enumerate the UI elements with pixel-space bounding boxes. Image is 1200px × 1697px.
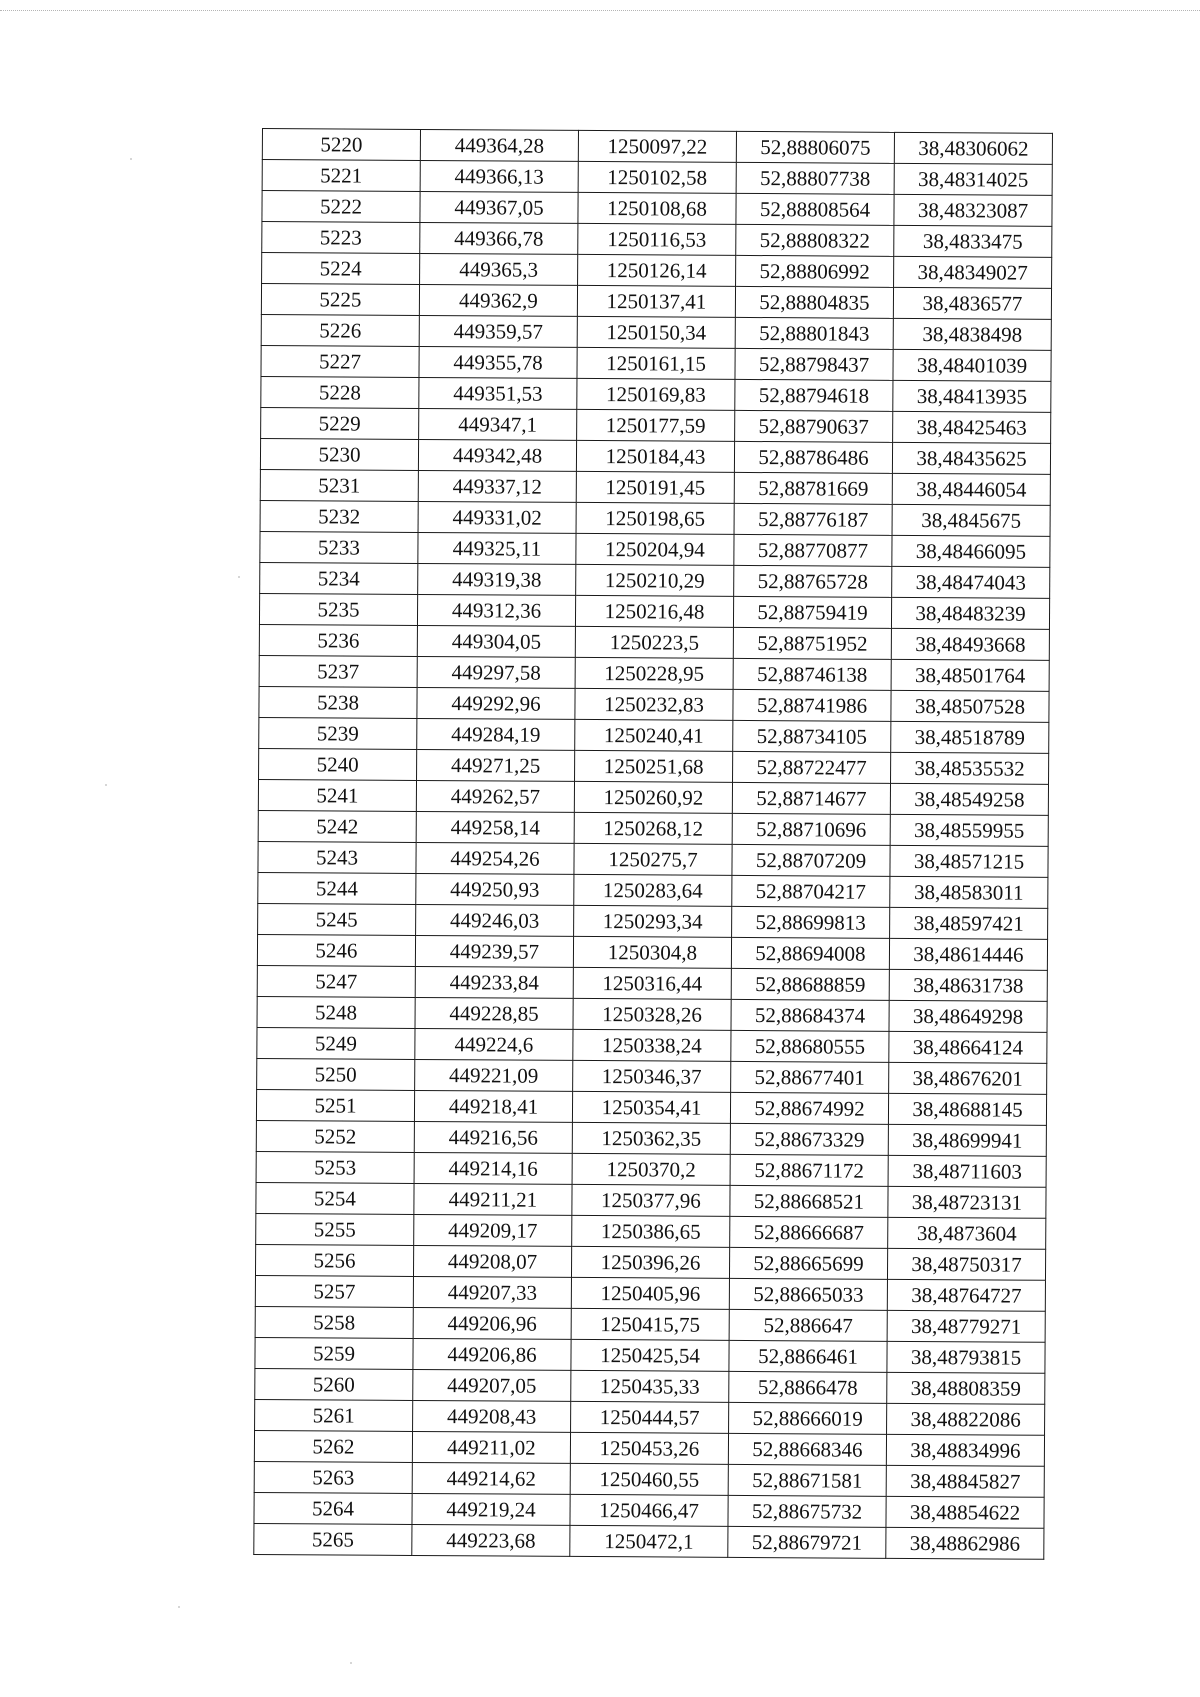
point-number-cell: 5234 [260,562,418,594]
longitude-cell: 38,48723131 [888,1186,1046,1218]
latitude-cell: 52,88790637 [735,410,893,442]
y-coordinate-cell: 1250097,22 [578,130,736,162]
point-number-cell: 5256 [255,1244,413,1276]
x-coordinate-cell: 449366,78 [420,222,578,254]
latitude-cell: 52,886647 [729,1309,887,1341]
x-coordinate-cell: 449211,21 [414,1183,572,1215]
latitude-cell: 52,88666019 [729,1402,887,1434]
x-coordinate-cell: 449292,96 [417,687,575,719]
table-row [258,903,1048,939]
longitude-cell: 38,48306062 [894,132,1052,164]
y-coordinate-cell: 1250415,75 [571,1308,729,1340]
table-row [254,1492,1044,1528]
point-number-cell: 5255 [256,1213,414,1245]
y-coordinate-cell: 1250102,58 [578,161,736,193]
point-number-cell: 5238 [259,686,417,718]
point-number-cell: 5244 [258,872,416,904]
x-coordinate-cell: 449258,14 [416,811,574,843]
y-coordinate-cell: 1250425,54 [571,1339,729,1371]
latitude-cell: 52,88806992 [736,255,894,287]
point-number-cell: 5242 [258,810,416,842]
table-row [256,1120,1046,1156]
latitude-cell: 52,8866478 [729,1371,887,1403]
longitude-cell: 38,48631738 [889,969,1047,1001]
table-row [262,222,1052,258]
table-row [258,810,1048,846]
table-row [260,562,1050,598]
y-coordinate-cell: 1250268,12 [574,812,732,844]
table-row [259,717,1049,753]
longitude-cell: 38,48822086 [887,1403,1045,1435]
table-row [262,191,1052,227]
y-coordinate-cell: 1250260,92 [574,781,732,813]
x-coordinate-cell: 449233,84 [415,966,573,998]
x-coordinate-cell: 449297,58 [417,656,575,688]
x-coordinate-cell: 449208,43 [413,1400,571,1432]
x-coordinate-cell: 449365,3 [420,253,578,285]
x-coordinate-cell: 449206,86 [413,1338,571,1370]
table-row [257,965,1047,1001]
x-coordinate-cell: 449206,96 [413,1307,571,1339]
point-number-cell: 5258 [255,1306,413,1338]
x-coordinate-cell: 449219,24 [412,1493,570,1525]
table-row [256,1151,1046,1187]
y-coordinate-cell: 1250283,64 [574,874,732,906]
x-coordinate-cell: 449228,85 [415,997,573,1029]
y-coordinate-cell: 1250116,53 [578,223,736,255]
table-row [255,1337,1045,1373]
longitude-cell: 38,48501764 [891,659,1049,691]
latitude-cell: 52,88765728 [734,565,892,597]
y-coordinate-cell: 1250126,14 [578,254,736,286]
latitude-cell: 52,88808322 [736,224,894,256]
table-row [261,345,1051,381]
point-number-cell: 5243 [258,841,416,873]
table-row [261,284,1051,320]
table-row [259,655,1049,691]
table-row [256,1182,1046,1218]
point-number-cell: 5226 [261,314,419,346]
y-coordinate-cell: 1250370,2 [572,1153,730,1185]
longitude-cell: 38,48614446 [889,938,1047,970]
latitude-cell: 52,88704217 [732,875,890,907]
latitude-cell: 52,88688859 [731,968,889,1000]
table-row [262,160,1052,196]
table-row [256,1213,1046,1249]
point-number-cell: 5245 [258,903,416,935]
x-coordinate-cell: 449221,09 [415,1059,573,1091]
point-number-cell: 5232 [260,500,418,532]
table-row [255,1275,1045,1311]
y-coordinate-cell: 1250396,26 [571,1246,729,1278]
y-coordinate-cell: 1250472,1 [570,1525,728,1557]
point-number-cell: 5227 [261,345,419,377]
table-row [254,1430,1044,1466]
longitude-cell: 38,48466095 [892,535,1050,567]
longitude-cell: 38,48676201 [889,1062,1047,1094]
latitude-cell: 52,88668521 [730,1185,888,1217]
x-coordinate-cell: 449367,05 [420,191,578,223]
y-coordinate-cell: 1250386,65 [572,1215,730,1247]
table-row [255,1368,1045,1404]
longitude-cell: 38,48559955 [890,814,1048,846]
latitude-cell: 52,88714677 [732,782,890,814]
point-number-cell: 5264 [254,1492,412,1524]
point-number-cell: 5265 [254,1523,412,1555]
table-row [259,686,1049,722]
point-number-cell: 5240 [259,748,417,780]
x-coordinate-cell: 449209,17 [414,1214,572,1246]
table-row [257,996,1047,1032]
x-coordinate-cell: 449208,07 [413,1245,571,1277]
x-coordinate-cell: 449342,48 [418,439,576,471]
y-coordinate-cell: 1250444,57 [571,1401,729,1433]
longitude-cell: 38,48649298 [889,1000,1047,1032]
latitude-cell: 52,88665033 [729,1278,887,1310]
latitude-cell: 52,88734105 [733,720,891,752]
longitude-cell: 38,48571215 [890,845,1048,877]
point-number-cell: 5262 [254,1430,412,1462]
table-row [260,438,1050,474]
point-number-cell: 5248 [257,996,415,1028]
x-coordinate-cell: 449355,78 [419,346,577,378]
point-number-cell: 5223 [262,222,420,254]
latitude-cell: 52,88710696 [732,813,890,845]
point-number-cell: 5239 [259,717,417,749]
table-row [257,934,1047,970]
point-number-cell: 5220 [262,129,420,161]
longitude-cell: 38,48597421 [890,907,1048,939]
point-number-cell: 5249 [257,1027,415,1059]
latitude-cell: 52,88794618 [735,379,893,411]
latitude-cell: 52,88781669 [734,472,892,504]
latitude-cell: 52,88665699 [729,1247,887,1279]
latitude-cell: 52,88759419 [733,596,891,628]
latitude-cell: 52,88675732 [728,1495,886,1527]
x-coordinate-cell: 449216,56 [414,1121,572,1153]
point-number-cell: 5259 [255,1337,413,1369]
y-coordinate-cell: 1250453,26 [570,1432,728,1464]
latitude-cell: 52,88751952 [733,627,891,659]
y-coordinate-cell: 1250377,96 [572,1184,730,1216]
table-row [256,1089,1046,1125]
y-coordinate-cell: 1250191,45 [576,471,734,503]
y-coordinate-cell: 1250328,26 [573,998,731,1030]
longitude-cell: 38,48779271 [887,1310,1045,1342]
x-coordinate-cell: 449211,02 [412,1431,570,1463]
longitude-cell: 38,48711603 [888,1155,1046,1187]
x-coordinate-cell: 449223,68 [412,1524,570,1556]
table-row [259,624,1049,660]
longitude-cell: 38,48413935 [893,380,1051,412]
scan-speck [350,1662,352,1664]
latitude-cell: 52,88741986 [733,689,891,721]
latitude-cell: 52,88776187 [734,503,892,535]
y-coordinate-cell: 1250232,83 [575,688,733,720]
latitude-cell: 52,8866461 [729,1340,887,1372]
longitude-cell: 38,48446054 [892,473,1050,505]
latitude-cell: 52,88786486 [734,441,892,473]
y-coordinate-cell: 1250228,95 [575,657,733,689]
table-row [260,531,1050,567]
y-coordinate-cell: 1250275,7 [574,843,732,875]
point-number-cell: 5250 [257,1058,415,1090]
point-number-cell: 5235 [259,593,417,625]
longitude-cell: 38,48483239 [891,597,1049,629]
y-coordinate-cell: 1250240,41 [575,719,733,751]
y-coordinate-cell: 1250293,34 [574,905,732,937]
longitude-cell: 38,48401039 [893,349,1051,381]
point-number-cell: 5233 [260,531,418,563]
latitude-cell: 52,88694008 [731,937,889,969]
scan-speck [130,158,132,160]
x-coordinate-cell: 449207,33 [413,1276,571,1308]
point-number-cell: 5222 [262,191,420,223]
latitude-cell: 52,88671172 [730,1154,888,1186]
longitude-cell: 38,48518789 [891,721,1049,753]
point-number-cell: 5252 [256,1120,414,1152]
x-coordinate-cell: 449366,13 [420,160,578,192]
x-coordinate-cell: 449214,16 [414,1152,572,1184]
point-number-cell: 5230 [260,438,418,470]
point-number-cell: 5221 [262,160,420,192]
x-coordinate-cell: 449254,26 [416,842,574,874]
longitude-cell: 38,48474043 [892,566,1050,598]
coordinates-table [253,128,1053,1560]
longitude-cell: 38,48793815 [887,1341,1045,1373]
latitude-cell: 52,88798437 [735,348,893,380]
table-row [258,779,1048,815]
point-number-cell: 5260 [255,1368,413,1400]
latitude-cell: 52,88807738 [736,162,894,194]
x-coordinate-cell: 449304,05 [417,625,575,657]
point-number-cell: 5246 [257,934,415,966]
latitude-cell: 52,88770877 [734,534,892,566]
table-row [255,1244,1045,1280]
latitude-cell: 52,88746138 [733,658,891,690]
latitude-cell: 52,88680555 [731,1030,889,1062]
x-coordinate-cell: 449319,38 [418,563,576,595]
longitude-cell: 38,48862986 [886,1527,1044,1559]
longitude-cell: 38,48750317 [887,1248,1045,1280]
y-coordinate-cell: 1250354,41 [572,1091,730,1123]
table-row [258,841,1048,877]
point-number-cell: 5224 [262,253,420,285]
x-coordinate-cell: 449214,62 [412,1462,570,1494]
y-coordinate-cell: 1250108,68 [578,192,736,224]
table-row [262,129,1052,165]
point-number-cell: 5237 [259,655,417,687]
x-coordinate-cell: 449284,19 [417,718,575,750]
y-coordinate-cell: 1250150,34 [577,316,735,348]
y-coordinate-cell: 1250216,48 [575,595,733,627]
latitude-cell: 52,88806075 [736,131,894,163]
y-coordinate-cell: 1250161,15 [577,347,735,379]
x-coordinate-cell: 449347,1 [419,408,577,440]
x-coordinate-cell: 449271,25 [417,749,575,781]
latitude-cell: 52,88699813 [732,906,890,938]
longitude-cell: 38,4836577 [893,287,1051,319]
point-number-cell: 5263 [254,1461,412,1493]
y-coordinate-cell: 1250304,8 [573,936,731,968]
x-coordinate-cell: 449325,11 [418,532,576,564]
table-row [258,872,1048,908]
y-coordinate-cell: 1250405,96 [571,1277,729,1309]
x-coordinate-cell: 449337,12 [418,470,576,502]
longitude-cell: 38,48845827 [886,1465,1044,1497]
point-number-cell: 5253 [256,1151,414,1183]
scan-speck [105,784,107,786]
latitude-cell: 52,88722477 [733,751,891,783]
table-row [254,1523,1044,1559]
x-coordinate-cell: 449312,36 [417,594,575,626]
y-coordinate-cell: 1250362,35 [572,1122,730,1154]
point-number-cell: 5257 [255,1275,413,1307]
x-coordinate-cell: 449207,05 [413,1369,571,1401]
point-number-cell: 5225 [261,284,419,316]
y-coordinate-cell: 1250460,55 [570,1463,728,1495]
coordinates-table-body [254,129,1053,1560]
latitude-cell: 52,88671581 [728,1464,886,1496]
point-number-cell: 5229 [261,407,419,439]
longitude-cell: 38,48349027 [894,256,1052,288]
y-coordinate-cell: 1250466,47 [570,1494,728,1526]
x-coordinate-cell: 449359,57 [419,315,577,347]
y-coordinate-cell: 1250346,37 [573,1060,731,1092]
x-coordinate-cell: 449246,03 [416,904,574,936]
y-coordinate-cell: 1250251,68 [575,750,733,782]
latitude-cell: 52,88804835 [735,286,893,318]
point-number-cell: 5231 [260,469,418,501]
longitude-cell: 38,4873604 [888,1217,1046,1249]
longitude-cell: 38,48583011 [890,876,1048,908]
y-coordinate-cell: 1250177,59 [577,409,735,441]
latitude-cell: 52,88673329 [730,1123,888,1155]
y-coordinate-cell: 1250184,43 [576,440,734,472]
table-row [257,1027,1047,1063]
longitude-cell: 38,48435625 [892,442,1050,474]
longitude-cell: 38,48507528 [891,690,1049,722]
latitude-cell: 52,88677401 [731,1061,889,1093]
table-row [260,500,1050,536]
longitude-cell: 38,48664124 [889,1031,1047,1063]
point-number-cell: 5236 [259,624,417,656]
table-row [255,1399,1045,1435]
x-coordinate-cell: 449218,41 [414,1090,572,1122]
latitude-cell: 52,88679721 [728,1526,886,1558]
scan-speck [238,576,240,578]
scan-speck [178,1606,180,1608]
longitude-cell: 38,48549258 [890,783,1048,815]
x-coordinate-cell: 449262,57 [416,780,574,812]
longitude-cell: 38,48535532 [891,752,1049,784]
point-number-cell: 5247 [257,965,415,997]
longitude-cell: 38,4845675 [892,504,1050,536]
y-coordinate-cell: 1250223,5 [575,626,733,658]
point-number-cell: 5241 [258,779,416,811]
latitude-cell: 52,88808564 [736,193,894,225]
longitude-cell: 38,48764727 [887,1279,1045,1311]
longitude-cell: 38,48323087 [894,194,1052,226]
latitude-cell: 52,88684374 [731,999,889,1031]
x-coordinate-cell: 449331,02 [418,501,576,533]
point-number-cell: 5228 [261,376,419,408]
scan-edge-line [0,10,1200,11]
latitude-cell: 52,88707209 [732,844,890,876]
latitude-cell: 52,88801843 [735,317,893,349]
table-row [255,1306,1045,1342]
table-row [261,314,1051,350]
table-row [261,407,1051,443]
y-coordinate-cell: 1250210,29 [576,564,734,596]
longitude-cell: 38,48808359 [887,1372,1045,1404]
y-coordinate-cell: 1250169,83 [577,378,735,410]
y-coordinate-cell: 1250204,94 [576,533,734,565]
y-coordinate-cell: 1250198,65 [576,502,734,534]
longitude-cell: 38,48834996 [886,1434,1044,1466]
coordinates-table-wrapper [253,128,1053,1560]
longitude-cell: 38,4838498 [893,318,1051,350]
x-coordinate-cell: 449362,9 [419,284,577,316]
table-row [259,748,1049,784]
longitude-cell: 38,48314025 [894,163,1052,195]
longitude-cell: 38,48699941 [888,1124,1046,1156]
x-coordinate-cell: 449224,6 [415,1028,573,1060]
x-coordinate-cell: 449239,57 [415,935,573,967]
longitude-cell: 38,48493668 [891,628,1049,660]
table-row [259,593,1049,629]
longitude-cell: 38,48854622 [886,1496,1044,1528]
x-coordinate-cell: 449250,93 [416,873,574,905]
point-number-cell: 5254 [256,1182,414,1214]
longitude-cell: 38,48425463 [893,411,1051,443]
point-number-cell: 5261 [255,1399,413,1431]
point-number-cell: 5251 [256,1089,414,1121]
longitude-cell: 38,48688145 [888,1093,1046,1125]
table-row [257,1058,1047,1094]
latitude-cell: 52,88674992 [730,1092,888,1124]
x-coordinate-cell: 449364,28 [420,129,578,161]
x-coordinate-cell: 449351,53 [419,377,577,409]
y-coordinate-cell: 1250435,33 [571,1370,729,1402]
y-coordinate-cell: 1250338,24 [573,1029,731,1061]
table-row [260,469,1050,505]
latitude-cell: 52,88666687 [730,1216,888,1248]
y-coordinate-cell: 1250316,44 [573,967,731,999]
table-row [261,376,1051,412]
y-coordinate-cell: 1250137,41 [577,285,735,317]
longitude-cell: 38,4833475 [894,225,1052,257]
table-row [262,253,1052,289]
table-row [254,1461,1044,1497]
latitude-cell: 52,88668346 [728,1433,886,1465]
